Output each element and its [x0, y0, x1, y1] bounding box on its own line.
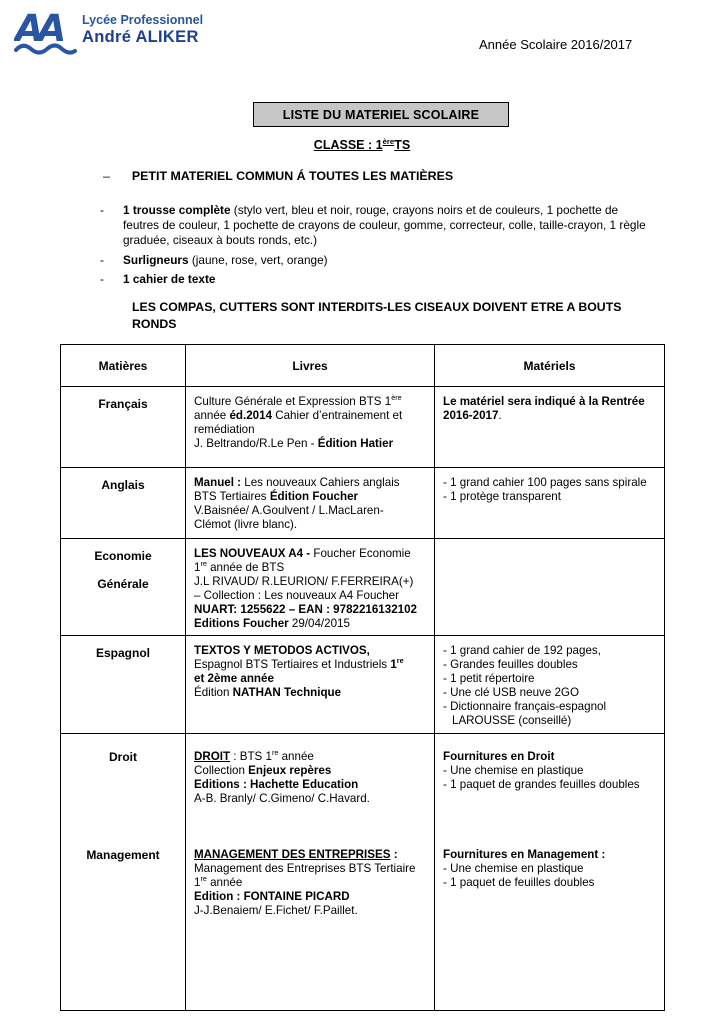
- text-line: [194, 820, 426, 834]
- matiere-cell: [61, 539, 186, 636]
- text-line: [65, 834, 181, 848]
- text-line: [194, 409, 426, 423]
- text-line: [194, 589, 426, 603]
- text-segment: année: [278, 750, 314, 763]
- text-segment: 1 trousse complète: [123, 203, 231, 217]
- text-segment: année de BTS: [206, 561, 285, 574]
- text-segment: Cahier d’entrainement et: [272, 409, 403, 422]
- list-item-text: [123, 203, 652, 248]
- livres-cell: [186, 468, 435, 539]
- text-segment: DROIT: [194, 750, 231, 763]
- text-segment: Culture Générale et Expression BTS 1: [194, 395, 392, 408]
- table-row: [61, 636, 665, 734]
- text-segment: J.L RIVAUD/ R.LEURION/ F.FERREIRA(+): [194, 575, 414, 588]
- text-line: [443, 820, 656, 834]
- text-segment: Générale: [97, 577, 149, 591]
- text-segment: Fournitures en Management :: [443, 848, 606, 861]
- text-line: [194, 644, 426, 658]
- title-box-label: LISTE DU MATERIEL SCOLAIRE: [282, 107, 480, 122]
- text-segment: NATHAN Technique: [232, 686, 342, 699]
- text-line: [443, 792, 656, 806]
- text-segment: remédiation: [194, 423, 255, 436]
- table-row: [61, 734, 665, 1011]
- text-line: [194, 437, 426, 451]
- text-segment: Editions : Hachette Education: [194, 778, 359, 791]
- logo-line1: Lycée Professionnel: [82, 13, 204, 27]
- matiere-cell: [61, 636, 186, 734]
- text-line: [443, 700, 656, 714]
- school-logo: [14, 6, 203, 60]
- text-line: [194, 490, 426, 504]
- text-segment: Français: [98, 397, 148, 411]
- text-segment: re: [396, 656, 404, 666]
- livres-cell: [186, 539, 435, 636]
- text-segment: année: [206, 876, 243, 889]
- text-segment: - Grandes feuilles doubles: [443, 658, 578, 671]
- text-segment: - 1 protège transparent: [443, 490, 561, 503]
- text-segment: Clémot (livre blanc).: [194, 518, 298, 531]
- text-line: [194, 617, 426, 631]
- text-line: [65, 848, 181, 862]
- title-box: [253, 102, 509, 127]
- materiels-cell: [435, 468, 665, 539]
- common-items: [100, 203, 652, 292]
- text-segment: Editions Foucher: [194, 617, 289, 630]
- list-item: [100, 272, 652, 287]
- table-row: [61, 387, 665, 468]
- text-line: [194, 476, 426, 490]
- text-line: [194, 750, 426, 764]
- text-segment: Manuel :: [194, 476, 242, 489]
- materials-table: [60, 344, 665, 1011]
- text-line: [65, 806, 181, 820]
- col-header-materiels: Matériels: [435, 345, 665, 387]
- text-segment: RONDS: [132, 317, 177, 331]
- text-line: [194, 806, 426, 820]
- text-segment: Enjeux repères: [248, 764, 332, 777]
- text-line: [65, 764, 181, 778]
- text-line: [194, 848, 426, 862]
- warning-text: [132, 299, 672, 333]
- text-line: [443, 806, 656, 820]
- text-segment: re: [200, 559, 207, 569]
- text-line: [194, 672, 426, 686]
- text-segment: - Une clé USB neuve 2GO: [443, 686, 579, 699]
- text-segment: Economie: [94, 549, 152, 563]
- text-segment: Espagnol: [95, 646, 150, 660]
- list-item-text: [123, 253, 328, 268]
- text-line: [65, 820, 181, 834]
- list-item: [100, 203, 652, 248]
- text-segment: Management des Entreprises BTS Tertiaire: [194, 862, 416, 875]
- text-segment: ère: [382, 136, 395, 146]
- text-line: [443, 476, 656, 490]
- text-segment: re: [200, 874, 207, 884]
- text-segment: Les nouveaux Cahiers anglais: [241, 476, 400, 489]
- text-segment: – Collection : Les nouveaux A4 Foucher: [194, 589, 399, 602]
- text-segment: (jaune, rose, vert, orange): [188, 252, 328, 267]
- text-line: [194, 890, 426, 904]
- text-segment: Management: [86, 848, 160, 862]
- col-header-matieres: Matières: [61, 345, 186, 387]
- text-segment: Fournitures en Droit: [443, 750, 555, 763]
- text-line: [65, 397, 181, 411]
- text-line: [443, 876, 656, 890]
- text-segment: A-B. Branly/ C.Gimeno/ C.Havard.: [194, 792, 370, 805]
- text-segment: 2016-2017: [443, 409, 499, 422]
- text-segment: MANAGEMENT DES ENTREPRISES: [194, 848, 391, 861]
- text-segment: - 1 paquet de feuilles doubles: [443, 876, 595, 889]
- table-row: [61, 539, 665, 636]
- text-segment: - Une chemise en plastique: [443, 862, 584, 875]
- text-segment: Édition: [194, 686, 233, 699]
- text-segment: Surligneurs: [123, 252, 189, 267]
- common-heading-text: PETIT MATERIEL COMMUN Á TOUTES LES MATIÈRES: [131, 169, 454, 183]
- text-line: [194, 876, 426, 890]
- text-segment: (stylo vert, bleu et noir, rouge, crayons noirs et de couleurs, 1 pochette de feutres de couleur, 1 pochette de crayons de couleur, gomme, correcteur, colle, taille-crayon, 1 règle graduée, ciseaux à bouts ronds, etc.): [123, 203, 646, 247]
- text-line: [0, 137, 724, 153]
- text-segment: : BTS 1: [230, 750, 272, 763]
- table-header-row: [61, 345, 665, 387]
- text-segment: - Dictionnaire français-espagnol: [443, 700, 607, 713]
- text-line: [194, 862, 426, 876]
- matiere-cell: [61, 734, 186, 1011]
- text-segment: année: [194, 409, 230, 422]
- text-line: [65, 792, 181, 806]
- text-segment: J-J.Benaiem/ E.Fichet/ F.Paillet.: [194, 904, 358, 917]
- text-line: [443, 778, 656, 792]
- text-line: [443, 862, 656, 876]
- school-year: Année Scolaire 2016/2017: [479, 37, 633, 52]
- text-line: [443, 848, 656, 862]
- table-row: [61, 468, 665, 539]
- text-line: [443, 686, 656, 700]
- text-segment: - 1 petit répertoire: [443, 672, 535, 685]
- text-line: [443, 750, 656, 764]
- text-line: [443, 395, 656, 409]
- text-segment: V.Baisnée/ A.Goulvent / L.MacLaren-: [194, 504, 384, 517]
- text-line: [194, 658, 426, 672]
- text-line: [443, 834, 656, 848]
- materiels-cell: [435, 387, 665, 468]
- text-segment: 1: [194, 876, 201, 889]
- text-segment: 1 cahier de texte: [123, 272, 216, 286]
- text-line: [65, 563, 181, 577]
- text-segment: - 1 paquet de grandes feuilles doubles: [443, 778, 640, 791]
- matiere-cell: [61, 468, 186, 539]
- livres-cell: [186, 734, 435, 1011]
- text-line: [65, 778, 181, 792]
- text-segment: ère: [391, 393, 402, 403]
- text-segment: Collection: [194, 764, 249, 777]
- materiels-cell: [435, 734, 665, 1011]
- text-line: [443, 658, 656, 672]
- school-logo-monogram-icon: [14, 6, 78, 60]
- list-marker: -: [100, 203, 104, 217]
- text-segment: - 1 grand cahier 100 pages sans spirale: [443, 476, 647, 489]
- text-segment: TS: [394, 138, 411, 152]
- text-segment: Édition Hatier: [317, 437, 394, 450]
- text-line: [194, 395, 426, 409]
- text-segment: Le matériel sera indiqué à la Rentrée: [443, 395, 645, 408]
- text-line: [132, 299, 672, 316]
- text-segment: éd.2014: [229, 409, 273, 422]
- text-line: [65, 646, 181, 660]
- text-line: [443, 409, 656, 423]
- text-segment: - 1 grand cahier de 192 pages,: [443, 644, 601, 657]
- list-item: [100, 253, 652, 268]
- list-item-text: [123, 272, 215, 287]
- text-segment: TEXTOS Y METODOS ACTIVOS,: [194, 644, 370, 657]
- text-segment: .: [498, 409, 502, 422]
- matiere-cell: [61, 387, 186, 468]
- materiels-cell: [435, 539, 665, 636]
- school-logo-text: [82, 6, 203, 47]
- text-segment: Anglais: [101, 478, 145, 492]
- text-line: [194, 778, 426, 792]
- text-segment: Droit: [109, 750, 137, 764]
- materiels-cell: [435, 636, 665, 734]
- text-line: [65, 478, 181, 492]
- livres-cell: [186, 387, 435, 468]
- text-segment: Espagnol BTS Tertiaires et Industriels: [194, 658, 391, 671]
- text-line: [65, 750, 181, 764]
- text-segment: Foucher Economie: [313, 547, 411, 560]
- text-line: [443, 764, 656, 778]
- text-segment: BTS Tertiaires: [194, 490, 270, 503]
- text-line: [443, 714, 656, 728]
- text-line: [194, 423, 426, 437]
- col-header-livres: Livres: [186, 345, 435, 387]
- text-segment: LES NOUVEAUX A4 -: [194, 547, 314, 560]
- text-segment: - Une chemise en plastique: [443, 764, 584, 777]
- text-line: [443, 672, 656, 686]
- text-line: [194, 686, 426, 700]
- text-segment: NUART: 1255622 – EAN : 9782216132102: [194, 603, 417, 616]
- text-segment: 1: [194, 561, 201, 574]
- text-line: [194, 547, 426, 561]
- text-line: [443, 644, 656, 658]
- text-line: [194, 603, 426, 617]
- text-segment: et 2ème année: [194, 672, 274, 685]
- text-line: [194, 904, 426, 918]
- list-marker: -: [100, 272, 104, 286]
- logo-monogram: AA: [15, 7, 61, 50]
- text-line: [194, 834, 426, 848]
- text-line: [443, 490, 656, 504]
- logo-line2: André ALIKER: [82, 28, 199, 46]
- dash-marker: –: [103, 169, 110, 183]
- text-segment: 1: [390, 658, 397, 671]
- text-segment: LAROUSSE (conseillé): [452, 714, 572, 727]
- text-segment: LES COMPAS, CUTTERS SONT INTERDITS-LES CISEAUX DOIVENT ETRE A BOUTS: [132, 300, 622, 314]
- text-line: [194, 504, 426, 518]
- common-section-heading: [103, 169, 453, 183]
- text-line: [65, 577, 181, 591]
- text-segment: Edition : FONTAINE PICARD: [194, 890, 350, 903]
- text-segment: :: [390, 848, 398, 861]
- text-line: [194, 764, 426, 778]
- livres-cell: [186, 636, 435, 734]
- table-body: [61, 387, 665, 1011]
- text-segment: Édition Foucher: [269, 490, 359, 503]
- text-segment: 29/04/2015: [288, 617, 350, 630]
- text-line: [194, 561, 426, 575]
- text-segment: CLASSE : 1: [313, 138, 383, 152]
- text-line: [65, 549, 181, 563]
- list-marker: -: [100, 252, 104, 267]
- text-line: [194, 792, 426, 806]
- text-segment: J. Beltrando/R.Le Pen -: [194, 437, 318, 450]
- text-segment: re: [271, 748, 279, 758]
- text-line: [194, 575, 426, 589]
- text-line: [194, 518, 426, 532]
- classe-line: [0, 137, 724, 153]
- text-line: [132, 316, 672, 333]
